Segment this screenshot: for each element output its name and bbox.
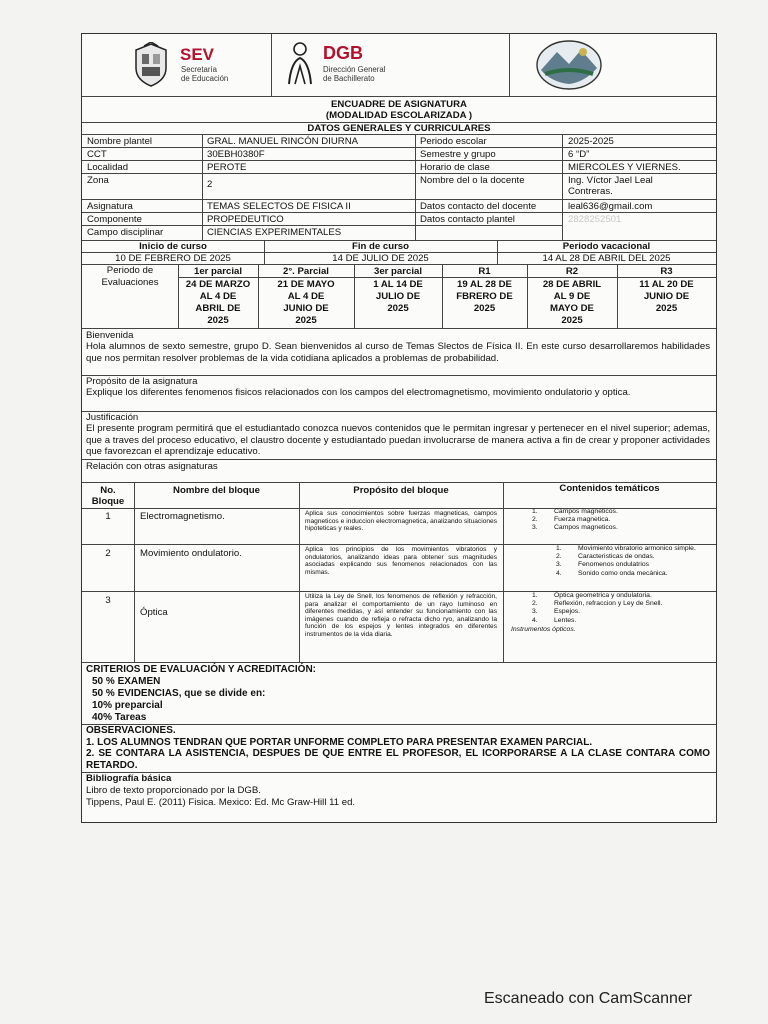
school-crest-icon	[535, 38, 603, 92]
contacto-docente-label: Datos contacto del docente	[420, 201, 537, 212]
bienvenida-label: Bienvenida	[86, 330, 134, 341]
relacion-label: Relación con otras asignaturas	[86, 461, 218, 472]
bloque-proposito: Utiliza la Ley de Snell, los fenomenos de reflexión y refracción, para analizar el comportamiento de un rayo luminoso en diferentes medidas, y así entender su funcionamiento con las imágenes cuando de refleja o refracta dicho ryo, analizando la función de los espejos y lentes integrados en diferentes instrumentos de la vida diaria.	[305, 593, 497, 638]
bloque-contenidos-head: Contenidos temáticos	[559, 483, 660, 494]
periodo-label: Periodo escolar	[420, 136, 487, 147]
eval-line: 2025	[561, 315, 583, 326]
eval-line: 11 AL 20 DE	[639, 279, 694, 290]
bloque-no: 3	[105, 595, 111, 606]
eval-line: JUNIO DE	[643, 291, 690, 302]
eval-line: 19 AL 28 DE	[457, 279, 512, 290]
sev-name: SEV	[180, 45, 215, 64]
title-line2: (MODALIDAD ESCOLARIZADA )	[325, 110, 473, 121]
bloque-no: 1	[105, 511, 111, 522]
localidad-label: Localidad	[87, 162, 129, 173]
bibliografia-line: Tippens, Paul E. (2011) Fisica. Mexico: Ed. Mc Graw-Hill 11 ed.	[86, 797, 356, 808]
observaciones-line: 1. LOS ALUMNOS TENDRAN QUE PORTAR UNFORME COMPLETO PARA PRESENTAR EXAMEN PARCIAL.	[86, 737, 593, 748]
semestre-value: 6 “D”	[568, 149, 590, 160]
bloque-nombre-head: Nombre del bloque	[173, 485, 260, 496]
dgb-logo-cell	[271, 34, 510, 96]
localidad-value: PEROTE	[207, 162, 247, 173]
periodo-value: 2025-2025	[568, 136, 614, 147]
criterios-line: 50 % EXAMEN	[92, 676, 161, 687]
eval-line: 2025	[295, 315, 317, 326]
dgb-sub1: Dirección General	[323, 65, 386, 74]
eval-line: 2025	[655, 303, 678, 314]
bloque-no-head-1: No.	[100, 485, 116, 496]
bloque-nombre: Óptica	[140, 607, 168, 618]
dgb-sub2: de Bachillerato	[323, 74, 375, 83]
contenidos-list: 1. Óptica geometrica y ondulatoria. 2. Reflexión, refraccion y Ley de Snell. 3. Espejos. 4. Lentes.	[532, 592, 663, 624]
cct-value: 30EBH0380F	[207, 149, 265, 160]
eval-head: 1er parcial	[193, 266, 242, 277]
plantel-label: Nombre plantel	[87, 136, 153, 147]
contenidos-list: 1. Movimiento vibratorio armonico simple. 2. Caracteristicas de ondas. 3. Fenomenos ondulatrios 4. Sonido como onda mecánica.	[556, 545, 696, 577]
eval-line: 21 DE MAYO	[277, 279, 335, 290]
horario-label: Horario de clase	[420, 162, 490, 173]
justificacion-text: El presente program permitirá que el estudiantado conozca nuevos contenidos que le permitan ingresar y pertenecer en el nivel superior; ademas, que a traves del proceso educativo, el claustro docente y estudiantado puedan involucrarse de manera activa a fin de crear y proponer actividades que favorezcan el aprendizaje educativo.	[86, 423, 710, 457]
eval-line: 28 DE ABRIL	[542, 279, 602, 290]
school-logo-cell	[509, 34, 716, 96]
criterios-line: 10% preparcial	[92, 700, 163, 711]
sev-sub2: de Educación	[181, 74, 229, 83]
evaluaciones-label-1: Periodo de	[106, 265, 154, 276]
eval-head: R2	[565, 266, 579, 277]
eval-line: AL 4 DE	[199, 291, 237, 302]
contenidos-list: 1. Campos magneticos. 2. Fuerza magnetica. 3. Campos magneticos.	[532, 508, 618, 532]
eval-line: 2025	[387, 303, 409, 314]
bloque-nombre: Electromagnetismo.	[140, 511, 225, 522]
contacto-plantel-label: Datos contacto plantel	[420, 214, 515, 225]
eval-head: 2°. Parcial	[283, 266, 329, 277]
fin-label: Fin de curso	[351, 241, 410, 252]
sev-logo-cell	[82, 34, 272, 96]
bibliografia-line: Libro de texto proporcionado por la DGB.	[86, 785, 261, 796]
eval-line: ABRIL DE	[195, 303, 241, 314]
zona-value: 2	[207, 179, 213, 190]
bloque-no-head-2: Bloque	[91, 496, 125, 507]
eval-line: FBRERO DE	[456, 291, 513, 302]
eval-line: 1 AL 14 DE	[373, 279, 423, 290]
bloque-proposito: Aplica los principios de los movimientos vibratorios y ondulatorios, analizando ideas para obtener sus magnitudes asociadas explicando sus fenomenos relacionados con las mismas.	[305, 546, 497, 576]
contacto-docente-value: leal636@gmail.com	[568, 201, 653, 212]
proposito-text: Explique los diferentes fenomenos fisicos relacionados con los campos del electromagnetismo, movimiento ondulatorio y optica.	[86, 387, 631, 398]
proposito-label: Propósito de la asignatura	[86, 376, 198, 387]
bibliografia-title: Bibliografía básica	[86, 773, 172, 784]
eval-line: 2025	[473, 303, 496, 314]
docente-value-2: Contreras.	[568, 186, 613, 197]
contenidos-extra: Instrumentos ópticos.	[511, 626, 576, 633]
bienvenida-text: Hola alumnos de sexto semestre, grupo D. Sean bienvenidos al curso de Temas Slectos de Física II. En este curso desarrollaremos habilidades que nos permitan resolver problemas de la vida cotidiana aplicados a problemas de probabilidad.	[86, 341, 710, 364]
contacto-plantel-value: 2828252501	[568, 214, 622, 225]
horario-value: MIERCOLES Y VIERNES.	[568, 162, 681, 173]
fin-value: 14 DE JULIO DE 2025	[332, 253, 429, 264]
componente-label: Componente	[87, 214, 142, 225]
sev-sub1: Secretaría	[181, 65, 217, 74]
cct-label: CCT	[87, 149, 107, 160]
dgb-emblem-icon	[285, 40, 315, 88]
title-line1: ENCUADRE DE ASIGNATURA	[331, 99, 467, 110]
observaciones-title: OBSERVACIONES.	[86, 725, 176, 736]
campo-value: CIENCIAS EXPERIMENTALES	[207, 227, 342, 238]
bloque-nombre: Movimiento ondulatorio.	[140, 548, 242, 559]
semestre-label: Semestre y grupo	[420, 149, 496, 160]
vacacional-label: Periodo vacacional	[562, 241, 651, 252]
observaciones-line: 2. SE CONTARA LA ASISTENCIA, DESPUES DE QUE ENTRE EL PROFESOR, EL ICORPORARSE A LA CLASE CONTARA COMO RETARDO.	[86, 748, 710, 771]
asignatura-value: TEMAS SELECTOS DE FISICA II	[207, 201, 351, 212]
docente-label: Nombre del o la docente	[420, 175, 525, 186]
document-sheet	[81, 33, 717, 823]
vacacional-value: 14 AL 28 DE ABRIL DEL 2025	[542, 253, 671, 264]
eval-head: 3er parcial	[373, 266, 422, 277]
inicio-value: 10 DE FEBRERO DE 2025	[115, 253, 231, 264]
criterios-line: 40% Tareas	[92, 712, 147, 723]
bloque-proposito: Aplica sus conocimientos sobre fuerzas magneticas, campos magneticos e induccion electromagnetica, analizando situaciones hipoteticas y reales.	[305, 510, 497, 533]
section-title: DATOS GENERALES Y CURRICULARES	[307, 123, 491, 134]
eval-line: 24 DE MARZO	[185, 279, 251, 290]
inicio-label: Inicio de curso	[139, 241, 207, 252]
eval-line: AL 4 DE	[287, 291, 325, 302]
eval-line: MAYO DE	[550, 303, 594, 314]
eval-line: AL 9 DE	[553, 291, 591, 302]
docente-value-1: Ing. Víctor Jael Leal	[568, 175, 653, 186]
logo-row	[82, 34, 716, 97]
criterios-title: CRITERIOS DE EVALUACIÓN Y ACREDITACIÓN:	[86, 664, 317, 675]
eval-line: JULIO DE	[375, 291, 421, 302]
criterios-line: 50 % EVIDENCIAS, que se divide en:	[92, 688, 266, 699]
plantel-value: GRAL. MANUEL RINCÓN DIURNA	[207, 136, 359, 147]
bloque-proposito-head: Propósito del bloque	[353, 485, 449, 496]
dgb-name: DGB	[323, 43, 363, 63]
veracruz-shield-icon	[132, 42, 170, 88]
eval-head: R1	[478, 266, 491, 277]
asignatura-label: Asignatura	[87, 201, 133, 212]
zona-label: Zona	[87, 175, 109, 186]
evaluaciones-label-2: Evaluaciones	[101, 277, 159, 288]
justificacion-label: Justificación	[86, 412, 139, 423]
campo-label: Campo disciplinar	[87, 227, 164, 238]
eval-line: JUNIO DE	[283, 303, 329, 314]
componente-value: PROPEDEUTICO	[207, 214, 284, 225]
bloque-no: 2	[105, 548, 111, 559]
eval-head: R3	[660, 266, 673, 277]
camscanner-watermark: Escaneado con CamScanner	[484, 990, 693, 1007]
eval-line: 2025	[207, 315, 229, 326]
